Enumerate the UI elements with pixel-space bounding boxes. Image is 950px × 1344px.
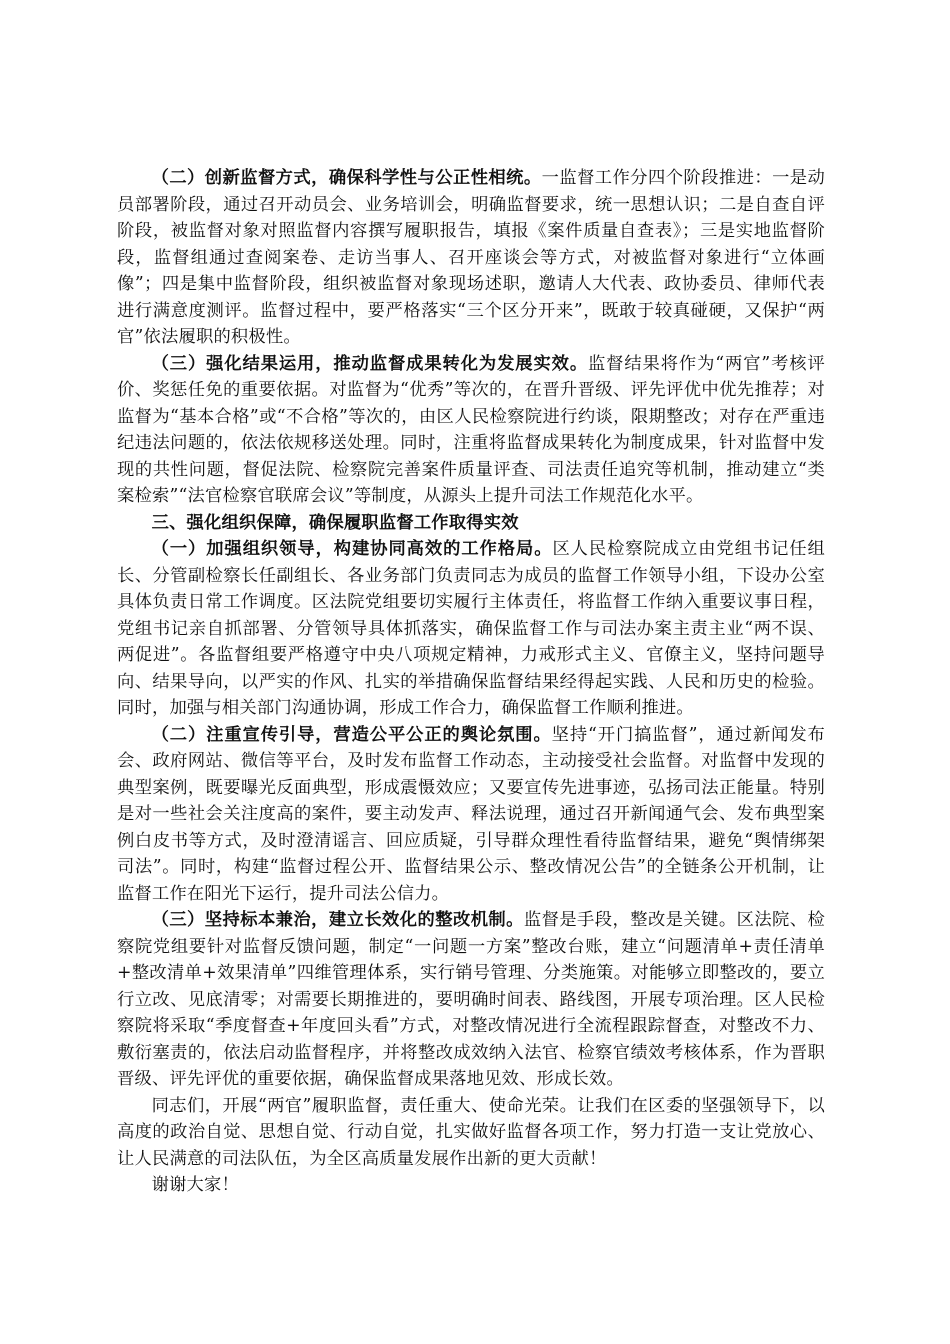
paragraph-rectification	[117, 907, 825, 1093]
section-heading: 三、强化组织保障，确保履职监督工作取得实效	[151, 512, 519, 533]
paragraph-text: 区人民检察院成立由党组书记任组长、分管副检察长任副组长、各业务部门负责同志为成员的监督工作领导小组，下设办公室具体负责日常工作调度。区法院党组要切实履行主体责任，将监督工作纳入重要议事日程，党组书记亲自抓部署、分管领导具体抓落实，确保监督工作与司法办案主责主业“两不误、两促进”。各监督组要严格遵守中央八项规定精神，力戒形式主义、官僚主义，坚持问题导向、结果导向，以严实的作风、扎实的举措确保监督结果经得起实践、人民和历史的检验。同时，加强与相关部门沟通协调，形成工作合力，确保监督工作顺利推进。	[117, 539, 825, 718]
paragraph-text: 监督是手段，整改是关键。区法院、检察院党组要针对监督反馈问题，制定“一问题一方案”整改台账，建立“问题清单+责任清单+整改清单+效果清单”四维管理体系，实行销号管理、分类施策。对能够立即整改的，要立行立改、见底清零；对需要长期推进的，要明确时间表、路线图，开展专项治理。区人民检察院将采取“季度督查+年度回头看”方式，对整改情况进行全流程跟踪督查，对整改不力、敷衍塞责的，依法启动监督程序，并将整改成效纳入法官、检察官绩效考核体系，作为晋职晋级、评先评优的重要依据，确保监督成果落地见效、形成长效。	[117, 910, 825, 1089]
paragraph-lead: （二）创新监督方式，确保科学性与公正性相统。	[151, 168, 542, 188]
paragraph-thanks: 谢谢大家！	[151, 1175, 240, 1195]
paragraph-text: 坚持“开门搞监督”，通过新闻发布会、政府网站、微信等平台，及时发布监督工作动态，主动接受社会监督。对监督中发现的典型案例，既要曝光反面典型，形成震慑效应；又要宣传先进事迹，弘扬司法正能量。特别是对一些社会关注度高的案件，要主动发声、释法说理，通过召开新闻通气会、发布典型案例白皮书等方式，及时澄清谣言、回应质疑，引导群众理性看待监督结果，避免“舆情绑架司法”。同时，构建“监督过程公开、监督结果公示、整改情况公告”的全链条公开机制，让监督工作在阳光下运行，提升司法公信力。	[117, 724, 826, 904]
paragraph-lead: （一）加强组织领导，构建协同高效的工作格局。	[151, 539, 553, 559]
paragraph-lead: （三）坚持标本兼治，建立长效化的整改机制。	[151, 910, 524, 930]
paragraph-closing: 同志们，开展“两官”履职监督，责任重大、使命光荣。让我们在区委的坚强领导下，以高度的政治自觉、思想自觉、行动自觉，扎实做好监督各项工作，努力打造一支让党放心、让人民满意的司法队伍，为全区高质量发展作出新的更大贡献！	[117, 1095, 825, 1169]
paragraph-leadership	[117, 536, 825, 722]
paragraph-lead: （二）注重宣传引导，营造公平公正的舆论氛围。	[151, 724, 552, 745]
paragraph-publicity	[117, 722, 825, 908]
document-body	[117, 165, 825, 1199]
paragraph-text: 一监督工作分四个阶段推进：一是动员部署阶段，通过召开动员会、业务培训会，明确监督要求，统一思想认识；二是自查自评阶段，被监督对象对照监督内容撰写履职报告，填报《案件质量自查表》；三是实地监督阶段，监督组通过查阅案卷、走访当事人、召开座谈会等方式，对被监督对象进行“立体画像”；四是集中监督阶段，组织被监督对象现场述职，邀请人大代表、政协委员、律师代表进行满意度测评。监督过程中，要严格落实“三个区分开来”，既敢于较真碰硬，又保护“两官”依法履职的积极性。	[117, 168, 826, 347]
paragraph-text: 监督结果将作为“两官”考核评价、奖惩任免的重要依据。对监督为“优秀”等次的，在晋升晋级、评先评优中优先推荐；对监督为“基本合格”或“不合格”等次的，由区人民检察院进行约谈，限期整改；对存在严重违纪违法问题的，依法依规移送处理。同时，注重将监督成果转化为制度成果，针对监督中发现的共性问题，督促法院、检察院完善案件质量评查、司法责任追究等机制，推动建立“类案检索”“法官检察官联席会议”等制度，从源头上提升司法工作规范化水平。	[117, 353, 825, 506]
paragraph-innovate-methods	[117, 165, 825, 351]
paragraph-apply-results	[117, 351, 825, 510]
paragraph-lead: （三）强化结果运用，推动监督成果转化为发展实效。	[151, 353, 588, 374]
